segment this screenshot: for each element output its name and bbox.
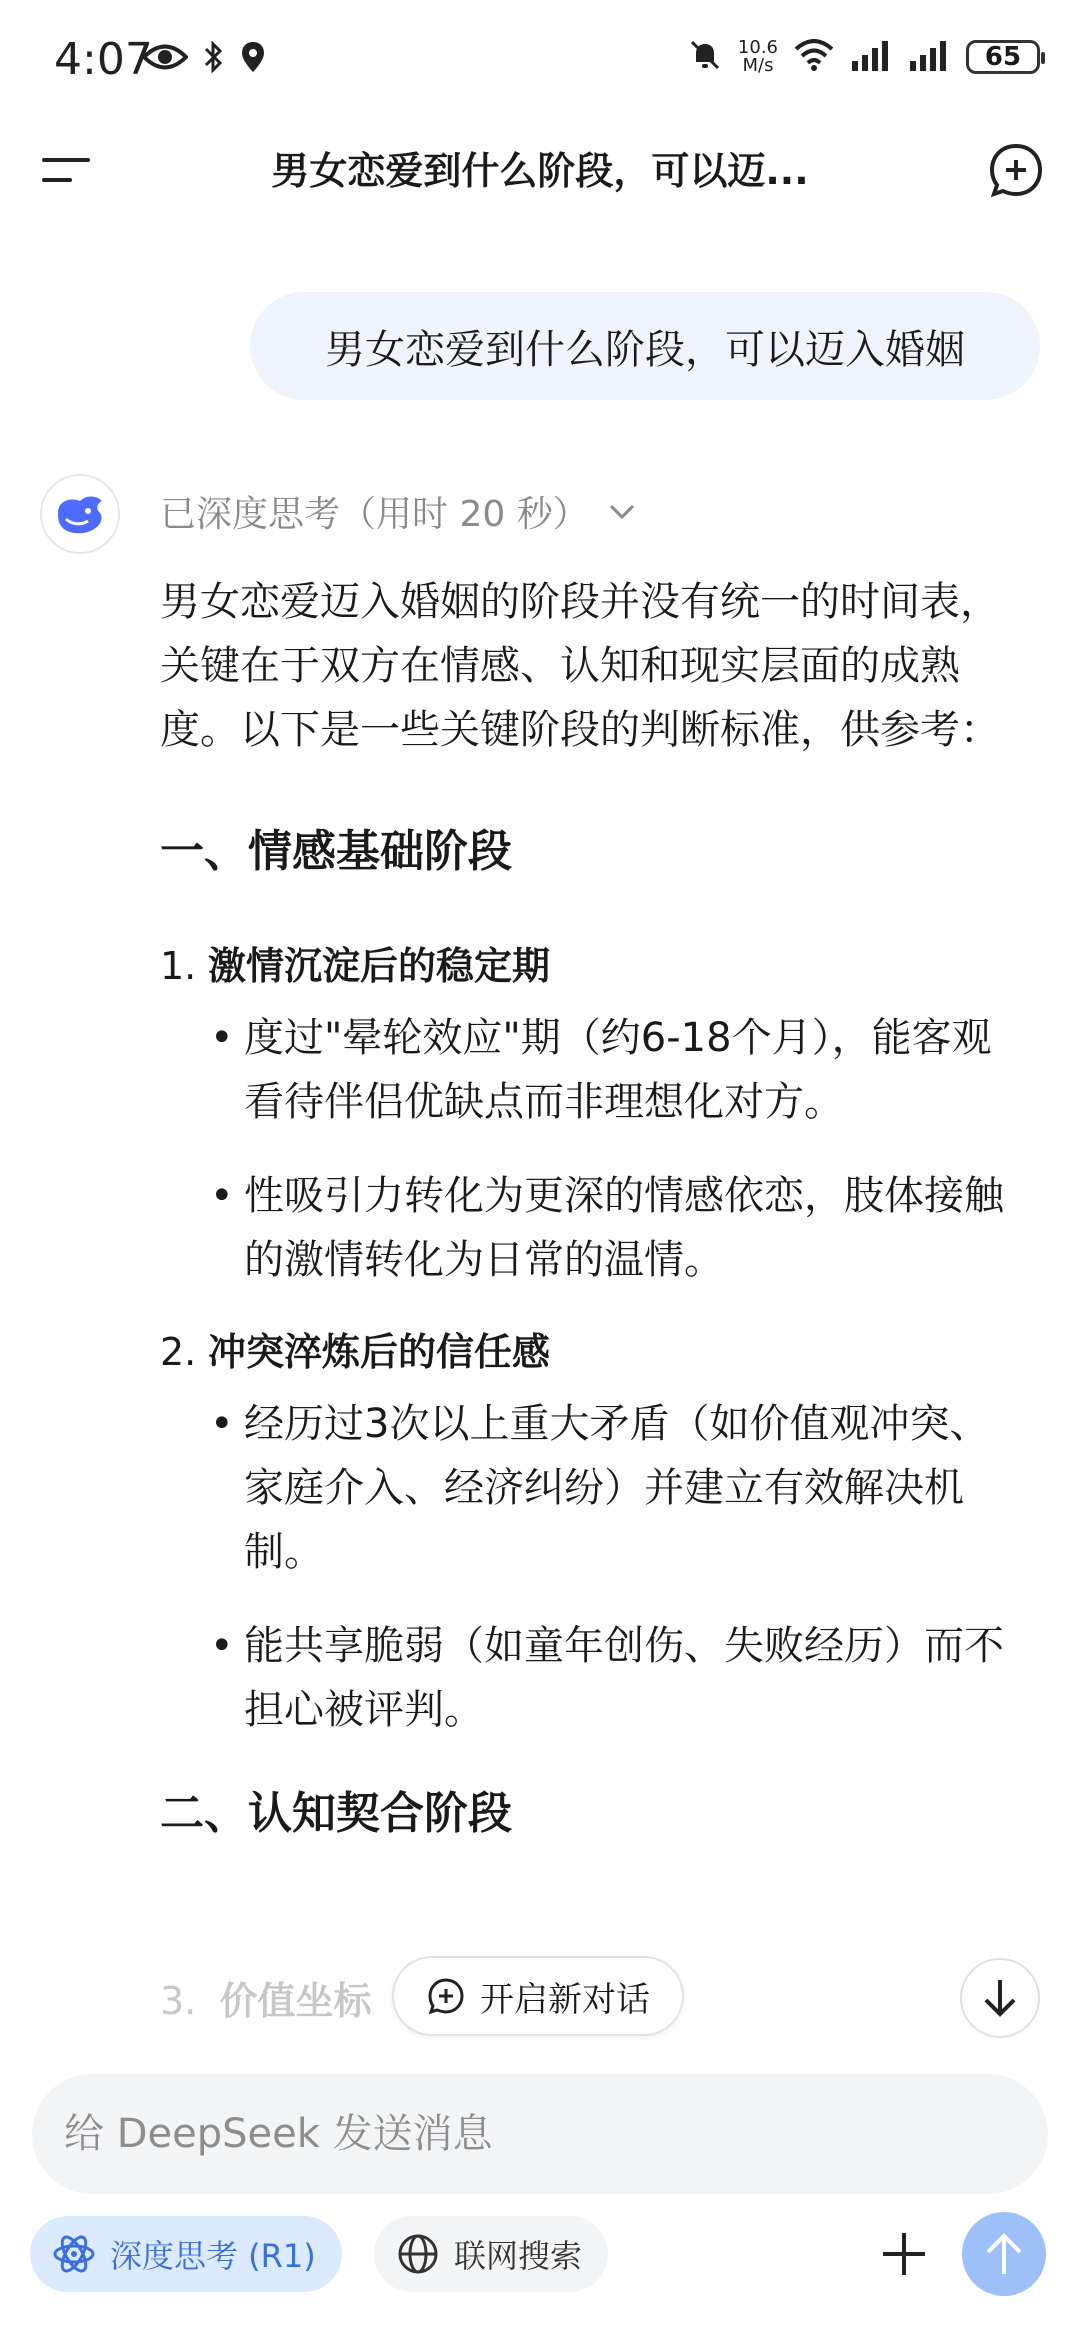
bullet-item: • 度过"晕轮效应"期（约6-18个月），能客观看待伴侣优缺点而非理想化对方。: [160, 1006, 1020, 1134]
composer-toolbar: [0, 2216, 1080, 2296]
deepseek-avatar: [40, 474, 120, 554]
message-input[interactable]: [62, 2110, 1048, 2158]
item-number: 2.: [160, 1330, 197, 1374]
menu-button[interactable]: [40, 150, 96, 190]
wifi-icon: [794, 39, 834, 75]
arrow-up-icon: [982, 2230, 1026, 2278]
bullet-item: • 能共享脆弱（如童年创伤、失败经历）而不担心被评判。: [160, 1614, 1020, 1742]
scroll-to-bottom-button[interactable]: [960, 1958, 1040, 2038]
numbered-item-title: [160, 1322, 1020, 1382]
deep-think-toggle[interactable]: [30, 2216, 342, 2292]
conversation-title: 男女恋爱到什么阶段，可以迈...: [271, 149, 809, 193]
item-number: 1.: [160, 944, 197, 988]
thinking-toggle[interactable]: [160, 486, 637, 537]
net-speed-unit: M/s: [742, 55, 774, 76]
net-speed: [738, 39, 778, 75]
eye-icon: [142, 42, 188, 76]
status-time: 4:07: [54, 34, 153, 85]
user-message-bubble: 男女恋爱到什么阶段，可以迈入婚姻: [250, 292, 1040, 400]
bullet-item: • 经历过3次以上重大矛盾（如价值观冲突、家庭介入、经济纠纷）并建立有效解决机制。: [160, 1392, 1020, 1584]
item-title: 冲突淬炼后的信任感: [208, 1330, 551, 1374]
web-search-toggle[interactable]: [374, 2216, 608, 2292]
web-search-label: 联网搜索: [454, 2237, 583, 2275]
app-header: [0, 120, 1080, 220]
net-speed-value: 10.6: [737, 37, 778, 58]
mute-bell-icon: [688, 38, 722, 76]
send-button[interactable]: [962, 2212, 1046, 2296]
item-title: 激情沉淀后的稳定期: [208, 944, 551, 988]
plus-icon: [879, 2229, 929, 2279]
bluetooth-icon: [202, 40, 226, 78]
faded-list-item: [160, 1970, 372, 2025]
status-left-icons: [142, 40, 266, 78]
start-new-chat-button[interactable]: [392, 1956, 684, 2036]
bullet-list: [160, 1392, 1020, 1742]
location-icon: [240, 40, 266, 78]
numbered-item-title: [160, 936, 1020, 996]
battery-indicator: 65: [966, 40, 1040, 74]
thinking-label-text: 已深度思考（用时 20 秒）: [160, 494, 589, 535]
status-right-icons: [688, 38, 1040, 76]
new-chat-icon: [986, 140, 1046, 200]
deep-think-label: 深度思考 (R1): [110, 2237, 316, 2275]
status-bar: [0, 0, 1080, 120]
start-new-chat-label: 开启新对话: [480, 1979, 650, 2020]
section-heading-2: 二、认知契合阶段: [160, 1788, 512, 1839]
chevron-down-icon: [607, 502, 637, 522]
item-number: 3.: [160, 1979, 197, 2023]
bullet-item: • 性吸引力转化为更深的情感依恋，肢体接触的激情转化为日常的温情。: [160, 1164, 1020, 1292]
signal-icon-2: [908, 39, 950, 75]
bullet-list: [160, 1006, 1020, 1292]
arrow-down-icon: [980, 1976, 1020, 2020]
list-item: [160, 1322, 1020, 1742]
answer-intro: 男女恋爱迈入婚姻的阶段并没有统一的时间表，关键在于双方在情感、认知和现实层面的成熟度。以下是一些关键阶段的判断标准，供参考：: [160, 579, 1000, 753]
globe-icon: [396, 2232, 440, 2276]
new-chat-icon: [426, 1976, 466, 2016]
list-item: [160, 936, 1020, 1292]
answer-content: [160, 570, 1020, 1846]
item-title-partial: 价值坐标: [219, 1979, 372, 2023]
menu-icon: [40, 150, 96, 190]
whale-logo-icon: [52, 491, 108, 537]
attach-button[interactable]: [872, 2216, 936, 2292]
atom-icon: [52, 2232, 96, 2276]
message-input-container: [32, 2074, 1048, 2194]
signal-icon-1: [850, 39, 892, 75]
new-chat-button[interactable]: [986, 140, 1046, 200]
section-heading-1: 一、情感基础阶段: [160, 826, 512, 877]
